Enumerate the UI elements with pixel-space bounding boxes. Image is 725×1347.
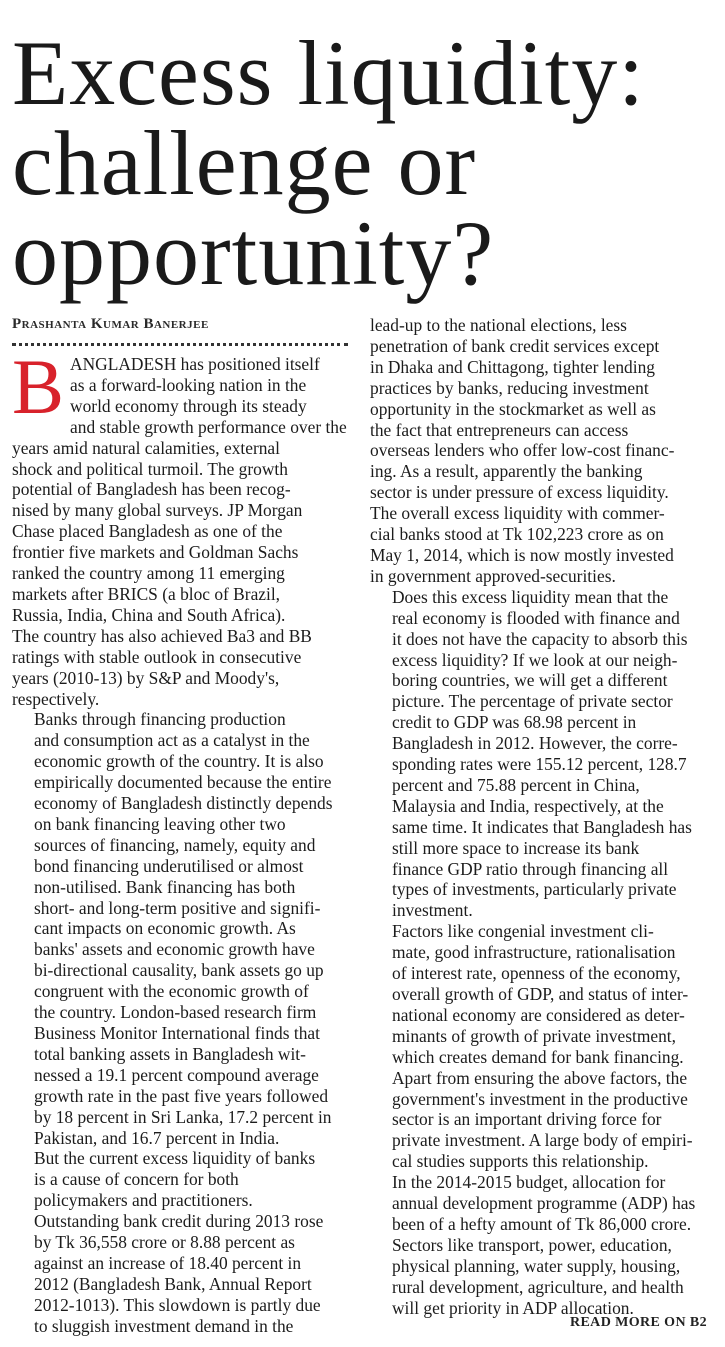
text-line: of interest rate, openness of the economy, bbox=[392, 963, 681, 984]
text-line: real economy is flooded with finance and bbox=[392, 607, 680, 628]
text-line: will get priority in ADP allocation. bbox=[392, 1297, 634, 1318]
text-line: overall growth of GDP, and status of inter- bbox=[392, 984, 689, 1004]
text-line: on bank financing leaving other two bbox=[34, 813, 286, 834]
text-line: overseas lenders who offer low-cost financ- bbox=[370, 440, 675, 461]
text-line: Outstanding bank credit during 2013 rose bbox=[34, 1211, 324, 1232]
text-line: percent and 75.88 percent in China, bbox=[392, 774, 640, 795]
text-line: In the 2014-2015 budget, allocation for bbox=[392, 1172, 666, 1193]
dropcap: B bbox=[12, 343, 65, 430]
read-more-link[interactable]: READ MORE ON B2 bbox=[569, 1315, 707, 1330]
text-line: total banking assets in Bangladesh wit- bbox=[34, 1043, 306, 1064]
headline-line-3: opportunity? bbox=[12, 202, 495, 304]
text-line: ranked the country among 11 emerging bbox=[12, 563, 285, 584]
text-line: The country has also achieved Ba3 and BB bbox=[12, 625, 312, 646]
text-line: markets after BRICS (a bloc of Brazil, bbox=[12, 583, 281, 604]
text-line: non-utilised. Bank financing has both bbox=[34, 876, 296, 897]
text-line: respectively. bbox=[12, 688, 100, 709]
text-line: Factors like congenial investment cli- bbox=[392, 921, 654, 942]
text-line: cal studies supports this relationship. bbox=[392, 1151, 649, 1172]
text-line: Apart from ensuring the above factors, the bbox=[392, 1067, 688, 1088]
text-line: congruent with the economic growth of bbox=[34, 981, 309, 1002]
text-line: been of a hefty amount of Tk 86,000 crore. bbox=[392, 1213, 692, 1234]
text-line: in Dhaka and Chittagong, tighter lending bbox=[370, 356, 655, 377]
text-line: physical planning, water supply, housing, bbox=[392, 1255, 681, 1276]
text-line: empirically documented because the entire bbox=[34, 772, 332, 793]
text-line: 2012 (Bangladesh Bank, Annual Report bbox=[34, 1273, 312, 1294]
article-column-right bbox=[370, 315, 710, 1319]
text-line: economic growth of the country. It is also bbox=[34, 751, 324, 772]
text-line: years (2010-13) by S&P and Moody's, bbox=[12, 667, 280, 688]
text-line: still more space to increase its bank bbox=[392, 837, 640, 858]
text-line: mate, good infrastructure, rationalisation bbox=[392, 942, 676, 963]
text-line: lead-up to the national elections, less bbox=[370, 315, 627, 335]
text-line: nised by many global surveys. JP Morgan bbox=[12, 500, 303, 521]
text-line: Pakistan, and 16.7 percent in India. bbox=[34, 1127, 280, 1148]
text-line: by 18 percent in Sri Lanka, 17.2 percent in bbox=[34, 1106, 332, 1127]
text-line: policymakers and practitioners. bbox=[34, 1190, 253, 1211]
text-line: Malaysia and India, respectively, at the bbox=[392, 795, 664, 816]
text-line: it does not have the capacity to absorb this bbox=[392, 628, 688, 649]
text-line: 2012-1013). This slowdown is partly due bbox=[34, 1294, 321, 1315]
text-line: nessed a 19.1 percent compound average bbox=[34, 1064, 319, 1085]
text-line: minants of growth of private investment, bbox=[392, 1025, 676, 1046]
text-line: ANGLADESH has positioned itself bbox=[70, 354, 320, 374]
text-line: ratings with stable outlook in consecutive bbox=[12, 646, 302, 667]
text-line: world economy through its steady bbox=[70, 395, 307, 416]
text-line: sector is an important driving force for bbox=[392, 1109, 662, 1130]
text-line: annual development programme (ADP) has bbox=[392, 1193, 696, 1214]
text-line: banks' assets and economic growth have bbox=[34, 939, 315, 960]
text-line: frontier five markets and Goldman Sachs bbox=[12, 542, 299, 563]
text-line: practices by banks, reducing investment bbox=[370, 377, 649, 398]
text-line: Banks through financing production bbox=[34, 709, 286, 730]
headline bbox=[12, 22, 712, 304]
text-line: Does this excess liquidity mean that the bbox=[392, 586, 669, 607]
text-line: potential of Bangladesh has been recog- bbox=[12, 479, 291, 500]
text-line: penetration of bank credit services except bbox=[370, 335, 660, 356]
text-line: to sluggish investment demand in the bbox=[34, 1315, 294, 1336]
text-line: The overall excess liquidity with commer- bbox=[370, 503, 665, 524]
text-line: private investment. A large body of empiri- bbox=[392, 1130, 693, 1151]
text-line: is a cause of concern for both bbox=[34, 1169, 239, 1190]
text-line: economy of Bangladesh distinctly depends bbox=[34, 793, 333, 814]
text-line: shock and political turmoil. The growth bbox=[12, 458, 288, 479]
text-line: and consumption act as a catalyst in the bbox=[34, 730, 310, 751]
text-line: bi-directional causality, bank assets go up bbox=[34, 960, 324, 981]
text-line: investment. bbox=[392, 900, 473, 921]
text-line: credit to GDP was 68.98 percent in bbox=[392, 712, 637, 733]
text-line: bond financing underutilised or almost bbox=[34, 855, 304, 876]
text-line: ing. As a result, apparently the banking bbox=[370, 461, 643, 482]
paragraph-1 bbox=[12, 343, 350, 709]
text-line: boring countries, we will get a different bbox=[392, 670, 668, 691]
text-line: which creates demand for bank financing. bbox=[392, 1046, 684, 1067]
text-line: cial banks stood at Tk 102,223 crore as on bbox=[370, 524, 664, 545]
text-line: Business Monitor International finds that bbox=[34, 1023, 320, 1043]
text-line: against an increase of 18.40 percent in bbox=[34, 1252, 302, 1273]
text-line: short- and long-term positive and signifi- bbox=[34, 897, 321, 918]
text-line: May 1, 2014, which is now mostly invested bbox=[370, 544, 674, 565]
paragraph-6 bbox=[370, 1172, 710, 1318]
text-line: sponding rates were 155.12 percent, 128.7 bbox=[392, 754, 687, 775]
text-line: growth rate in the past five years followed bbox=[34, 1085, 329, 1106]
paragraph-2 bbox=[12, 709, 350, 1148]
text-line: the fact that entrepreneurs can access bbox=[370, 419, 629, 440]
text-line: by Tk 36,558 crore or 8.88 percent as bbox=[34, 1232, 295, 1253]
text-line: Bangladesh in 2012. However, the corre- bbox=[392, 733, 678, 754]
byline: Prashanta Kumar Banerjee bbox=[12, 316, 209, 332]
text-line: sources of financing, namely, equity and bbox=[34, 834, 316, 855]
text-line: But the current excess liquidity of banks bbox=[34, 1148, 316, 1169]
text-line: national economy are considered as deter- bbox=[392, 1004, 685, 1025]
text-line: as a forward-looking nation in the bbox=[70, 374, 307, 395]
paragraph-5 bbox=[370, 921, 710, 1172]
paragraph-3-continued bbox=[370, 315, 710, 587]
text-line: the country. London-based research firm bbox=[34, 1002, 317, 1023]
text-line: picture. The percentage of private sector bbox=[392, 691, 673, 712]
text-line: same time. It indicates that Bangladesh has bbox=[392, 816, 692, 837]
text-line: cant impacts on economic growth. As bbox=[34, 918, 296, 939]
headline-line-2: challenge or bbox=[12, 112, 477, 214]
article-column-left bbox=[12, 343, 350, 1337]
text-line: Sectors like transport, power, education, bbox=[392, 1234, 672, 1255]
text-line: excess liquidity? If we look at our neigh- bbox=[392, 649, 678, 670]
text-line: Chase placed Bangladesh as one of the bbox=[12, 521, 283, 542]
text-line: years amid natural calamities, external bbox=[12, 437, 280, 458]
text-line: rural development, agriculture, and health bbox=[392, 1276, 684, 1297]
text-line: types of investments, particularly private bbox=[392, 879, 677, 900]
text-line: Russia, India, China and South Africa). bbox=[12, 604, 286, 625]
text-line: sector is under pressure of excess liquidity. bbox=[370, 482, 669, 503]
text-line: and stable growth performance over the bbox=[70, 416, 347, 437]
paragraph-3 bbox=[12, 1148, 350, 1336]
text-line: in government approved-securities. bbox=[370, 565, 616, 586]
paragraph-4 bbox=[370, 587, 710, 922]
text-line: opportunity in the stockmarket as well as bbox=[370, 398, 656, 419]
headline-line-1: Excess liquidity: bbox=[12, 22, 645, 124]
text-line: finance GDP ratio through financing all bbox=[392, 858, 669, 879]
text-line: government's investment in the productive bbox=[392, 1088, 688, 1109]
